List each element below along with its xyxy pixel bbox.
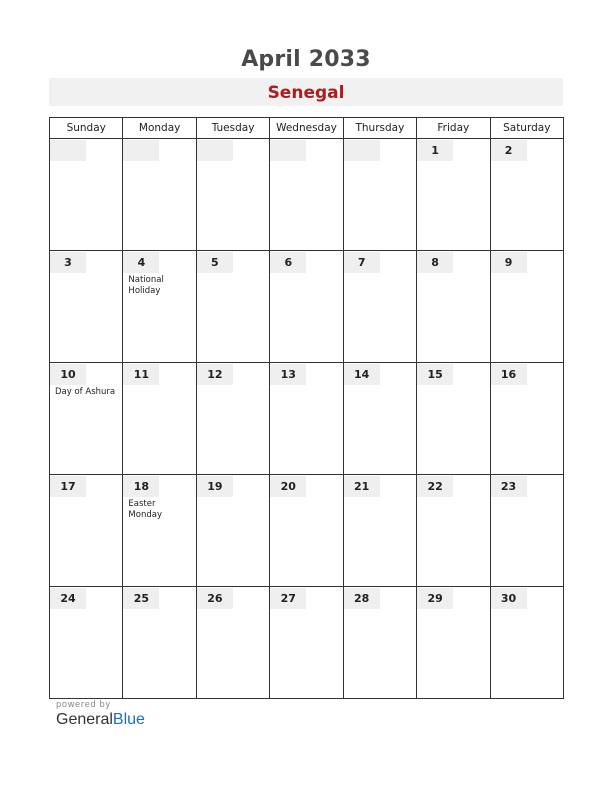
day-number: 10 (50, 364, 86, 385)
day-number: 13 (270, 364, 306, 385)
calendar-week-row (50, 139, 564, 251)
calendar-day-cell (343, 587, 416, 699)
day-number: 20 (270, 476, 306, 497)
day-number: 29 (417, 588, 453, 609)
calendar-day-cell (196, 475, 269, 587)
calendar-day-cell (123, 475, 196, 587)
weekday-sunday: Sunday (50, 118, 123, 139)
country-banner (49, 78, 563, 106)
day-number: 2 (491, 140, 527, 161)
day-number: 21 (344, 476, 380, 497)
day-number: 17 (50, 476, 86, 497)
calendar-day-cell (50, 251, 123, 363)
day-number: 6 (270, 252, 306, 273)
day-number: 7 (344, 252, 380, 273)
calendar-day-cell (50, 139, 123, 251)
empty-day-marker (197, 140, 233, 161)
day-number: 23 (491, 476, 527, 497)
calendar-week-row (50, 587, 564, 699)
day-number: 14 (344, 364, 380, 385)
calendar-day-cell (490, 251, 563, 363)
day-number: 25 (123, 588, 159, 609)
day-number: 24 (50, 588, 86, 609)
empty-day-marker (123, 140, 159, 161)
calendar-day-cell (50, 475, 123, 587)
calendar-day-cell (270, 475, 343, 587)
day-number: 9 (491, 252, 527, 273)
day-number: 15 (417, 364, 453, 385)
day-number: 18 (123, 476, 159, 497)
day-number: 16 (491, 364, 527, 385)
empty-day-marker (270, 140, 306, 161)
calendar-day-cell (270, 139, 343, 251)
powered-by-text: powered by (56, 700, 111, 710)
holiday-label: National Holiday (128, 275, 164, 296)
weekday-saturday: Saturday (490, 118, 563, 139)
day-number: 27 (270, 588, 306, 609)
calendar-day-cell (270, 251, 343, 363)
calendar-day-cell (343, 251, 416, 363)
calendar-day-cell (343, 139, 416, 251)
holiday-label: Easter Monday (128, 499, 162, 520)
calendar-day-cell (270, 363, 343, 475)
calendar-day-cell (123, 587, 196, 699)
weekday-tuesday: Tuesday (196, 118, 269, 139)
empty-day-marker (50, 140, 86, 161)
calendar-day-cell (50, 587, 123, 699)
calendar-day-cell (417, 475, 490, 587)
calendar-day-cell (123, 363, 196, 475)
calendar-day-cell (490, 363, 563, 475)
day-number: 28 (344, 588, 380, 609)
calendar-day-cell (270, 587, 343, 699)
day-number: 12 (197, 364, 233, 385)
brand-name-blue: Blue (112, 711, 145, 728)
calendar-day-cell (123, 139, 196, 251)
calendar-day-cell (490, 139, 563, 251)
brand-logo[interactable] (56, 711, 145, 729)
calendar-day-cell (490, 475, 563, 587)
calendar-day-cell (123, 251, 196, 363)
weekday-monday: Monday (123, 118, 196, 139)
day-number: 26 (197, 588, 233, 609)
day-number: 3 (50, 252, 86, 273)
calendar-body (50, 139, 564, 699)
day-number: 11 (123, 364, 159, 385)
calendar-week-row (50, 475, 564, 587)
brand-name-general: General (56, 711, 113, 728)
calendar-day-cell (417, 139, 490, 251)
weekday-header-row (50, 118, 564, 139)
day-number: 22 (417, 476, 453, 497)
calendar-week-row (50, 251, 564, 363)
empty-day-marker (344, 140, 380, 161)
weekday-wednesday: Wednesday (270, 118, 343, 139)
calendar-day-cell (196, 363, 269, 475)
day-number: 1 (417, 140, 453, 161)
footer (56, 700, 145, 729)
calendar-grid (49, 117, 564, 699)
day-number: 4 (123, 252, 159, 273)
calendar-day-cell (417, 251, 490, 363)
holiday-label: Day of Ashura (55, 387, 116, 397)
weekday-friday: Friday (417, 118, 490, 139)
calendar-day-cell (196, 587, 269, 699)
day-number: 30 (491, 588, 527, 609)
weekday-thursday: Thursday (343, 118, 416, 139)
calendar-day-cell (417, 363, 490, 475)
calendar-day-cell (196, 139, 269, 251)
calendar-day-cell (490, 587, 563, 699)
country-name: Senegal (267, 83, 345, 103)
calendar-day-cell (417, 587, 490, 699)
calendar-week-row (50, 363, 564, 475)
calendar-day-cell (50, 363, 123, 475)
calendar-day-cell (343, 363, 416, 475)
day-number: 19 (197, 476, 233, 497)
calendar-day-cell (343, 475, 416, 587)
day-number: 5 (197, 252, 233, 273)
page-title: April 2033 (241, 47, 371, 72)
day-number: 8 (417, 252, 453, 273)
calendar-day-cell (196, 251, 269, 363)
